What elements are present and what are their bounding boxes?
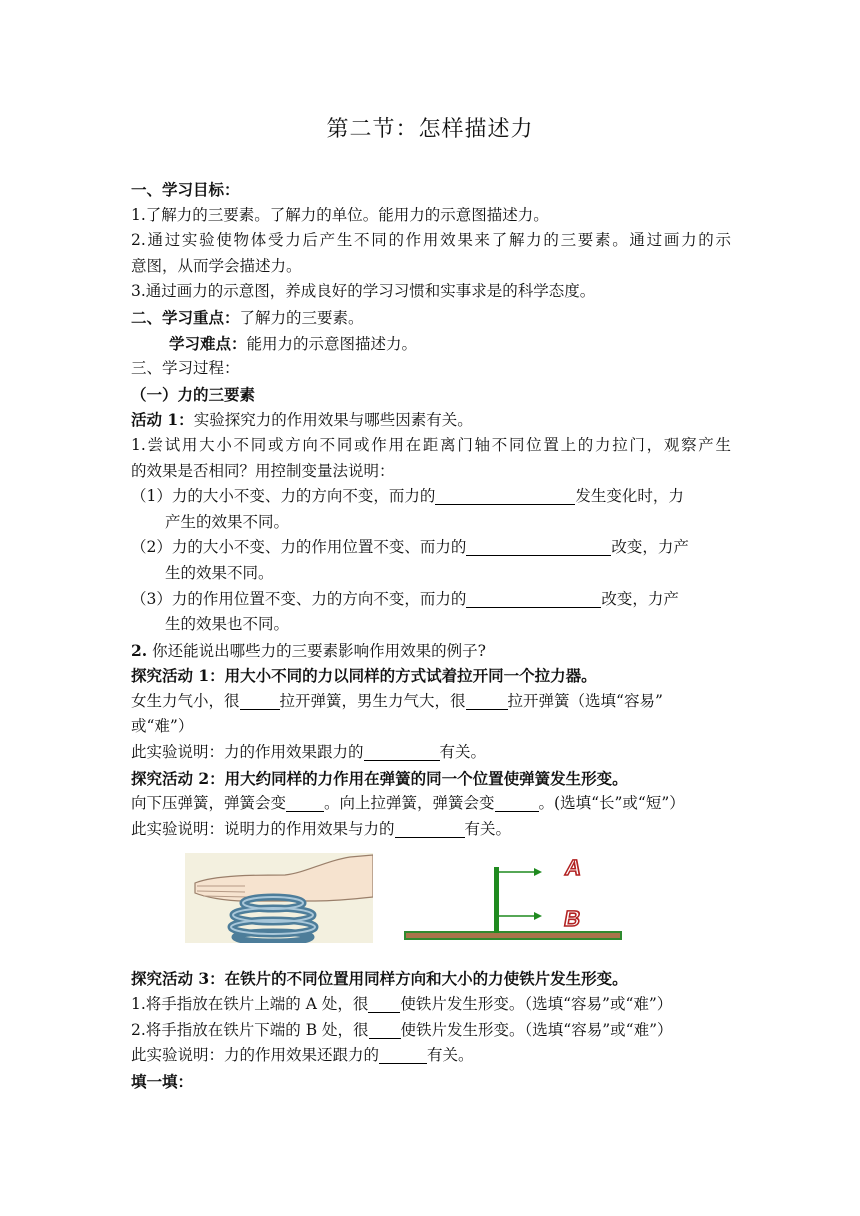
explore-3-conclusion-a: 此实验说明：力的作用效果还跟力的 [131,1046,380,1065]
worksheet-body [131,177,731,1094]
section-goals-heading: 一、学习目标： [131,180,240,199]
key-point-text: 了解力的三要素。 [239,308,364,327]
goal-3: 3.通过画力的示意图，养成良好的学习习惯和实事求是的科学态度。 [131,282,596,301]
explore-2-heading: 探究活动 2：用大约同样的力作用在弹簧的同一个位置使弹簧发生形变。 [131,768,628,788]
answer-blank-1[interactable] [435,486,575,505]
answer-blank-7[interactable] [286,793,324,812]
subsection-three-elements: （一）力的三要素 [131,384,256,404]
item-3-prefix: （3）力的作用位置不变、力的方向不变，而力的 [131,589,467,608]
explore-3-line-2 [131,1018,731,1044]
explore-2-conclusion-a: 此实验说明：说明力的作用效果与力的 [131,819,395,838]
activity-1 [131,407,731,433]
item-2-suffix: 改变，力产 [611,538,689,557]
explore-3-text-c: 2.将手指放在铁片下端的 B 处，很 [131,1020,369,1039]
answer-blank-4[interactable] [240,691,280,710]
activity-1-text: 实验探究力的作用效果与哪些因素有关。 [193,411,473,430]
key-point-label: 二、学习重点： [131,307,240,327]
question-1-line-2: 的效果是否相同？用控制变量法说明： [131,461,395,480]
activity-1-label: 活动 1： [131,410,194,430]
answer-blank-9[interactable] [395,819,465,838]
explore-2-conclusion [131,817,731,843]
explore-3-text-d: 使铁片发生形变。（选填“容易”或“难”） [400,1020,673,1039]
explore-1-line-2: 或“难”） [131,717,194,736]
explore-1-heading: 探究活动 1：用大小不同的力以同样的方式试着拉开同一个拉力器。 [131,666,597,686]
answer-blank-11[interactable] [369,1020,401,1039]
goal-2-line-2: 意图，从而学会描述力。 [131,256,302,275]
explore-3-conclusion [131,1043,731,1069]
question-1-line-1: 1.尝试用大小不同或方向不同或作用在距离门轴不同位置上的力拉门，观察产生 [131,435,731,454]
page-title: 第二节：怎样描述力 [326,117,534,142]
item-1-line-1 [131,484,731,510]
explore-3-heading: 探究活动 3：在铁片的不同位置用同样方向和大小的力使铁片发生形变。 [131,969,628,989]
difficult-point-label: 学习难点： [169,333,247,353]
label-a: A [563,855,584,880]
explore-2-text-a: 向下压弹簧，弹簧会变 [131,794,287,813]
difficult-point-text: 能用力的示意图描述力。 [246,334,418,353]
explore-1-conclusion-b: 有关。 [439,743,487,762]
fill-in-heading: 填一填： [131,1071,194,1091]
goal-1: 1.了解力的三要素。了解力的单位。能用力的示意图描述力。 [131,205,549,224]
label-b: B [562,906,583,931]
explore-2-text-c: 。(选填“长”或“短”） [538,794,685,813]
item-1-line-2: 产生的效果不同。 [165,512,290,531]
process-heading: 三、学习过程： [131,359,240,378]
explore-3-conclusion-b: 有关。 [427,1046,474,1065]
answer-blank-5[interactable] [466,691,508,710]
hand-pressing-spring-illustration [185,853,373,943]
explore-1-text-b: 拉开弹簧，男生力气大，很 [279,691,466,710]
item-2-line-2: 生的效果不同。 [165,563,274,582]
explore-3-text-b: 使铁片发生形变。（选填“容易”或“难”） [400,995,673,1014]
item-3-line-2: 生的效果也不同。 [165,615,290,634]
key-point [131,305,731,331]
question-2-text: 你还能说出哪些力的三要素影响作用效果的例子? [147,641,486,660]
item-3-suffix: 改变，力产 [601,589,679,608]
item-3-line-1 [131,587,731,613]
explore-2-conclusion-b: 有关。 [464,819,512,838]
explore-2-line-1 [131,791,731,817]
iron-sheet-force-diagram [404,853,624,945]
question-2-number: 2. [131,640,148,660]
explore-1-conclusion-a: 此实验说明：力的作用效果跟力的 [131,743,364,762]
question-2 [131,638,731,664]
answer-blank-8[interactable] [495,793,539,812]
explore-3-text-a: 1.将手指放在铁片上端的 A 处，很 [131,995,369,1014]
difficult-point [131,331,731,357]
explore-1-line-1 [131,689,731,715]
explore-2-text-b: 。向上拉弹簧，弹簧会变 [324,794,495,813]
answer-blank-6[interactable] [364,742,440,761]
answer-blank-2[interactable] [466,537,611,556]
answer-blank-3[interactable] [466,589,601,608]
goal-2-line-1: 2.通过实验使物体受力后产生不同的作用效果来了解力的三要素。通过画力的示 [131,231,731,250]
explore-1-conclusion [131,740,731,766]
explore-3-line-1 [131,992,731,1018]
item-1-prefix: （1）力的大小不变、力的方向不变，而力的 [131,487,436,506]
item-1-suffix: 发生变化时，力 [575,487,684,506]
item-2-prefix: （2）力的大小不变、力的作用位置不变、而力的 [131,538,467,557]
item-2-line-1 [131,535,731,561]
answer-blank-12[interactable] [379,1045,427,1064]
explore-1-text-a: 女生力气小，很 [131,691,240,710]
explore-1-text-c: 拉开弹簧（选填“容易” [507,691,663,710]
answer-blank-10[interactable] [368,994,400,1013]
